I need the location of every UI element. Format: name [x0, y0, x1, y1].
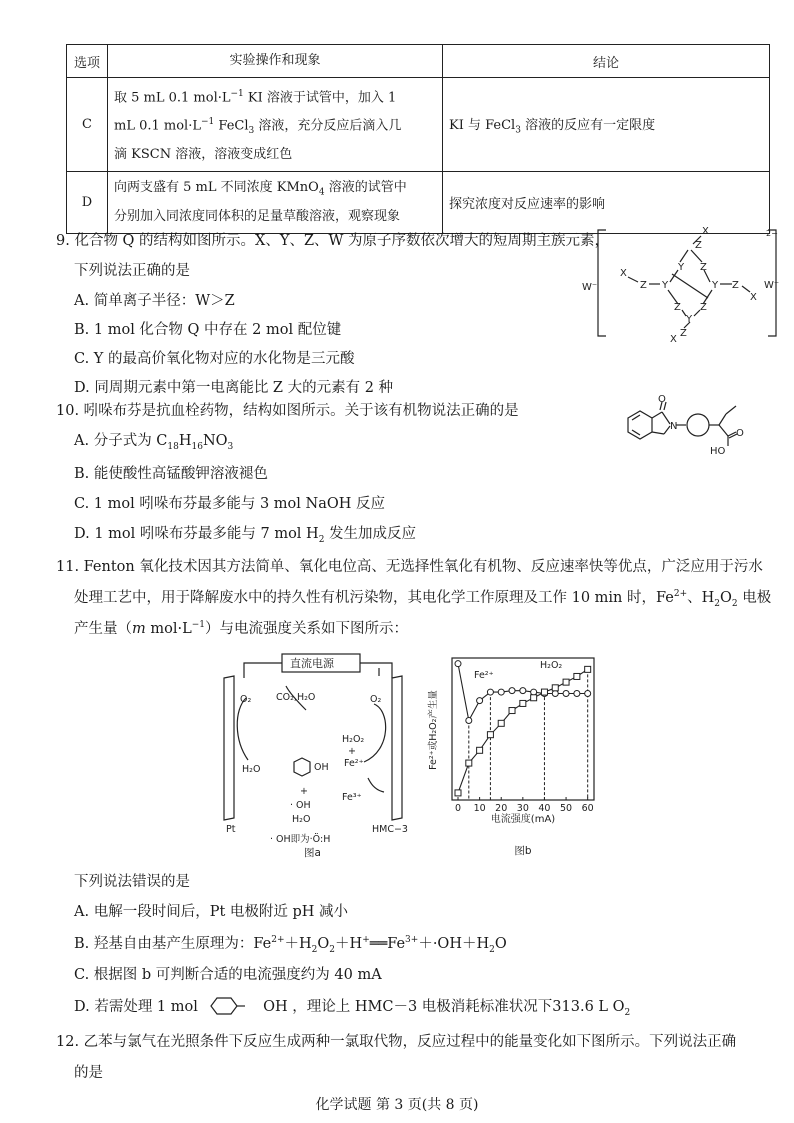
fig-a-oh-radical: · OH	[290, 800, 311, 811]
chart-point	[498, 689, 504, 695]
chart-point	[498, 720, 504, 726]
struct-z: Z	[640, 280, 647, 291]
fig-a-hmc-label: HMC−3	[372, 824, 408, 835]
chart-x-tick-label: 0	[454, 803, 462, 814]
struct-z: Z	[700, 302, 707, 313]
chart-point	[563, 691, 569, 697]
q10-option-d: D. 1 mol 吲哚布芬最多能与 7 mol $H_2$ 发生加成反应	[74, 526, 417, 545]
q11-stem-1: 11. Fenton 氧化技术因其方法简单、氧化电位高、无选择性氧化有机物、反应速率快等优点，广泛应用于污水	[56, 559, 763, 575]
row-operation: 取 5 mL 0.1 $mol\cdot L^{-1}$ KI 溶液于试管中，加入 1 mL 0.1 $mol\cdot L^{-1}$ FeCl$_3$ 溶液，充分反应后滴入几 滴 KSCN 溶液，溶液变成红色	[108, 78, 443, 172]
q9-structure-diagram	[582, 222, 782, 344]
chart-point	[585, 666, 591, 672]
row-conclusion: KI 与 FeCl$_3$ 溶液的反应有一定限度	[443, 78, 770, 172]
q12-stem-1: 12. 乙苯与氯气在光照条件下反应生成两种一氯取代物，反应过程中的能量变化如下图所示。下列说法正确	[56, 1034, 737, 1050]
phenol-structure-icon	[203, 996, 259, 1016]
fig-a-h2o2: H₂O₂	[342, 734, 365, 745]
chart-series-label-h2o2: H₂O₂	[540, 660, 563, 671]
header-option: 选项	[67, 45, 108, 78]
q11-option-d	[74, 995, 630, 1018]
struct-y: Y	[662, 280, 669, 291]
chart-point	[477, 747, 483, 753]
fig-a-co2: CO₂,H₂O	[276, 692, 316, 703]
chart-point	[520, 688, 526, 694]
header-conclusion: 结论	[443, 45, 770, 78]
q10-structure-diagram	[618, 396, 768, 458]
q9-option-c: C. Y 的最高价氧化物对应的水化物是三元酸	[74, 351, 355, 367]
row-option: C	[67, 78, 108, 172]
chart-x-tick-label: 50	[560, 803, 573, 814]
chart-point	[531, 689, 537, 695]
q11-option-b: B. 羟基自由基产生原理为：$Fe^{2+}+H_2O_2+H^+══Fe^{3+}+\cdot OH+H_2O$	[74, 935, 507, 955]
chart-x-tick-label: 60	[581, 803, 594, 814]
fig-a-note: · OH即为·Ö:H	[270, 834, 331, 845]
chart-point	[487, 732, 493, 738]
q12-stem-2: 的是	[74, 1065, 103, 1081]
page-footer: 化学试题 第 3 页(共 8 页)	[315, 1097, 479, 1113]
chart-point	[477, 698, 483, 704]
struct-y: Y	[686, 314, 693, 325]
struct-z: Z	[680, 328, 687, 339]
q9-stem-2: 下列说法正确的是	[74, 263, 190, 279]
row-option: D	[67, 172, 108, 234]
figure-b-chart	[430, 650, 600, 862]
struct-w-right: W⁻	[764, 280, 780, 291]
q10-option-b: B. 能使酸性高锰酸钾溶液褪色	[74, 466, 268, 482]
struct-charge: 2−	[766, 229, 778, 238]
fig-a-h2o-left: H₂O	[242, 764, 261, 775]
chart-point	[487, 689, 493, 695]
q11-option-c: C. 根据图 b 可判断合适的电流强度约为 40 mA	[74, 967, 382, 983]
q9-option-a: A. 简单离子半径：W＞Z	[74, 293, 235, 309]
struct-z: Z	[700, 262, 707, 273]
q11-option-a: A. 电解一段时间后，Pt 电极附近 pH 减小	[74, 904, 349, 920]
struct-y: Y	[712, 280, 719, 291]
options-table	[66, 44, 770, 234]
chart-point	[552, 685, 558, 691]
chart-point	[574, 673, 580, 679]
struct-o: O	[736, 428, 744, 439]
q10-stem: 10. 吲哚布芬是抗血栓药物，结构如图所示。关于该有机物说法正确的是	[56, 403, 519, 419]
struct-y: Y	[678, 262, 685, 273]
fig-b-caption: 图b	[514, 845, 532, 857]
figure-a-electrolysis	[214, 650, 426, 862]
chart-point	[520, 700, 526, 706]
table-header-row	[67, 45, 770, 78]
row-operation: 向两支盛有 5 mL 不同浓度 KMnO$_4$ 溶液的试管中 分别加入同浓度同体积的足量草酸溶液，观察现象	[108, 172, 443, 234]
fig-a-h2o-mid: H₂O	[292, 814, 311, 825]
q9-option-d: D. 同周期元素中第一电离能比 Z 大的元素有 2 种	[74, 380, 394, 396]
fig-a-o2-right: O₂	[370, 694, 382, 705]
struct-x: X	[670, 334, 677, 345]
q11-stem-2: 处理工艺中，用于降解废水中的持久性有机污染物，其电化学工作原理及工作 10 min 时，$Fe^{2+}$、$H_2O_2$ 电极	[74, 589, 772, 609]
struct-x: X	[750, 292, 757, 303]
chart-x-tick-label: 30	[516, 803, 529, 814]
q11-stem-3: 产生量（m $mol\cdot L^{-1}$）与电流强度关系如下图所示：	[74, 620, 408, 637]
chart-point	[455, 790, 461, 796]
struct-x: X	[702, 226, 709, 237]
q10-option-c: C. 1 mol 吲哚布芬最多能与 3 mol NaOH 反应	[74, 496, 385, 512]
chart-ylabel: Fe²⁺或H₂O₂产生量	[428, 690, 439, 770]
struct-o: O	[658, 394, 666, 405]
struct-z: Z	[674, 302, 681, 313]
chart-point	[509, 708, 515, 714]
chart-x-tick-label: 20	[495, 803, 508, 814]
q10-option-a: A. 分子式为 $C_{18}H_{16}NO_3$	[74, 433, 234, 452]
table-row	[67, 78, 770, 172]
chart-point	[574, 691, 580, 697]
chart-point	[466, 760, 472, 766]
header-operation: 实验操作和现象	[108, 45, 443, 78]
q9-stem: 9. 化合物 Q 的结构如图所示。X、Y、Z、W 为原子序数依次增大的短周期主族元素，	[56, 233, 610, 249]
fig-a-caption: 图a	[304, 847, 321, 859]
fig-a-fe2: Fe²⁺	[344, 758, 364, 769]
struct-n: N	[670, 421, 678, 432]
chart-point	[455, 661, 461, 667]
fig-a-pt-label: Pt	[226, 824, 236, 835]
chart-point	[563, 679, 569, 685]
struct-z: Z	[695, 240, 702, 251]
chart-series-label-fe: Fe²⁺	[474, 670, 494, 681]
struct-w-left: W⁻	[582, 282, 598, 293]
q11-option-d-post: ，理论上 HMC－3 电极消耗标准状况下313.6 L $O_2$	[292, 999, 631, 1018]
fig-a-power: 直流电源	[290, 657, 334, 670]
chart-point	[541, 689, 547, 695]
row-conclusion: 探究浓度对反应速率的影响	[443, 172, 770, 234]
chart-point	[466, 717, 472, 723]
chart-x-tick-label: 40	[538, 803, 551, 814]
q11-question: 下列说法错误的是	[74, 874, 190, 890]
fig-a-oh-group: OH	[314, 762, 329, 773]
struct-x: X	[620, 268, 627, 279]
chart-point	[531, 695, 537, 701]
chart-xlabel: 电流强度(mA)	[490, 814, 556, 825]
q9-option-b: B. 1 mol 化合物 Q 中存在 2 mol 配位键	[74, 322, 342, 338]
fig-a-fe3: Fe³⁺	[342, 792, 362, 803]
chart-point	[585, 691, 591, 697]
q11-option-d-oh: OH	[263, 999, 288, 1015]
chart-x-tick-label: 10	[473, 803, 486, 814]
chart-point	[509, 688, 515, 694]
q11-option-d-pre: D. 若需处理 1 mol	[74, 999, 198, 1015]
chart-point	[552, 691, 558, 697]
fig-a-o2-left: O₂	[240, 694, 252, 705]
struct-z: Z	[732, 280, 739, 291]
fig-a-plus: +	[300, 786, 308, 797]
fig-a-plus-2: +	[348, 746, 356, 757]
struct-ho: HO	[710, 446, 726, 457]
